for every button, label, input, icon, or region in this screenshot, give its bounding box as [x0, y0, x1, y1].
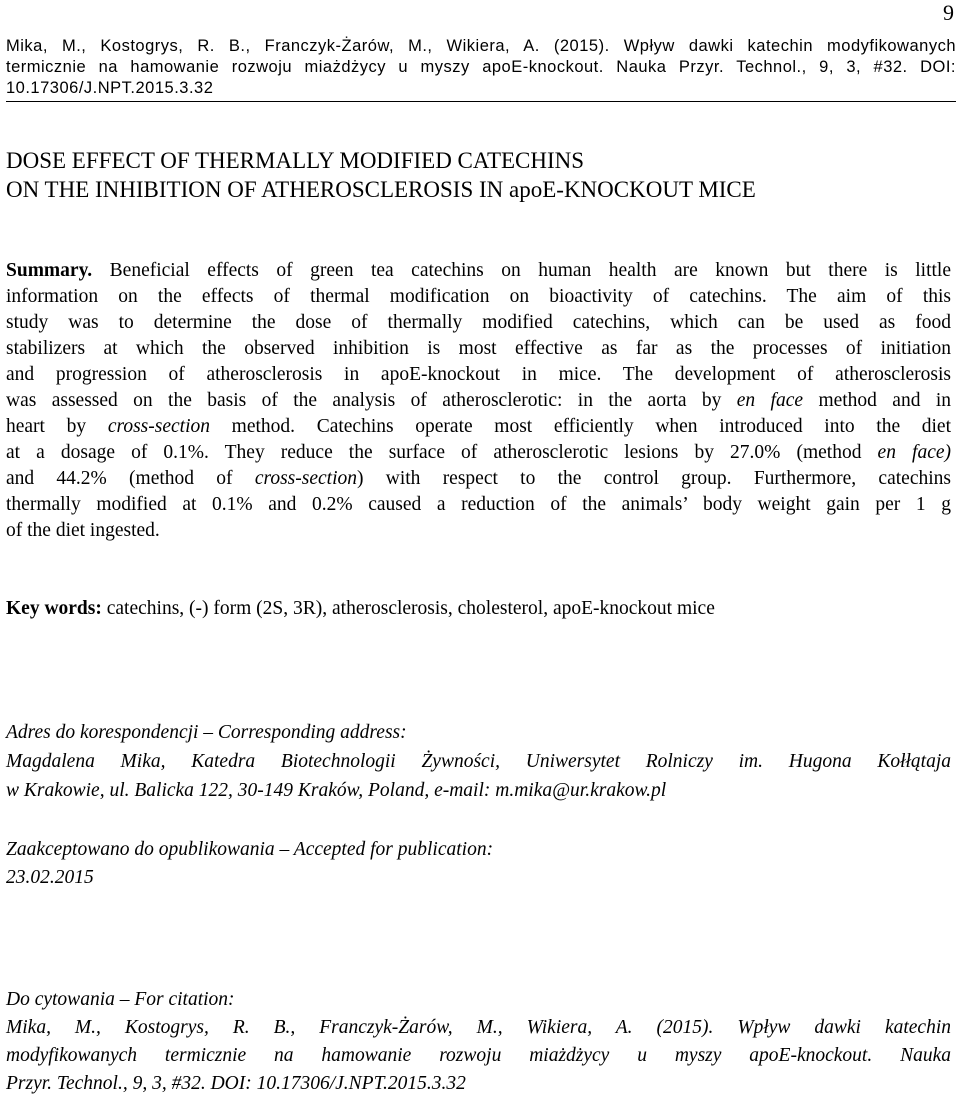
running-head-line-1: Mika, M., Kostogrys, R. B., Franczyk-Żarów, M., Wikiera, A. (2015). Wpływ dawki katechin modyfikowanych [6, 37, 956, 55]
summary-text-6a: was assessed on the basis of the analysis of atherosclerotic: in the aorta by [6, 390, 722, 411]
summary-line-11: of the diet ingested. [6, 520, 160, 541]
article-title [6, 146, 956, 204]
accepted-block [6, 836, 951, 892]
summary-text-1: Beneficial effects of green tea catechins on human health are known but there is little [109, 260, 952, 281]
title-line-1: DOSE EFFECT OF THERMALLY MODIFIED CATECHINS [6, 148, 585, 173]
accepted-date: 23.02.2015 [6, 867, 94, 888]
keywords [6, 596, 951, 622]
running-head-line-2: termicznie na hamowanie rozwoju miażdżycy u myszy apoE-knockout. Nauka Przyr. Technol., 9, 3, #32. DOI: [6, 58, 956, 76]
summary-italic-8: en face) [877, 442, 951, 463]
summary-label: Summary. [6, 260, 93, 281]
correspondence-block [6, 718, 951, 805]
summary-line-2: information on the effects of thermal modification on bioactivity of catechins. The aim of this [6, 286, 951, 307]
summary-line-9 [6, 466, 951, 492]
summary-text-7b: method. Catechins operate most efficiently when introduced into the diet [231, 416, 952, 437]
running-head-line-3: 10.17306/J.NPT.2015.3.32 [6, 79, 214, 97]
summary-text-8: at a dosage of 0.1%. They reduce the surface of atherosclerotic lesions by 27.0% (method [6, 442, 862, 463]
page-number: 9 [943, 0, 954, 25]
summary-text-6b: method and in [818, 390, 952, 411]
running-head-citation [6, 36, 956, 102]
summary-line-4: stabilizers at which the observed inhibition is most effective as far as the processes of initiation [6, 338, 951, 359]
correspondence-line-2: w Krakowie, ul. Balicka 122, 30-149 Kraków, Poland, e-mail: m.mika@ur.krakow.pl [6, 780, 667, 801]
summary-text-9b: ) with respect to the control group. Furthermore, catechins [357, 468, 951, 489]
summary-paragraph [6, 258, 951, 544]
keywords-text: catechins, (-) form (2S, 3R), atherosclerosis, cholesterol, apoE-knockout mice [106, 598, 715, 619]
citation-heading: Do cytowania – For citation: [6, 989, 235, 1010]
citation-line-1: Mika, M., Kostogrys, R. B., Franczyk-Żarów, M., Wikiera, A. (2015). Wpływ dawki katechin [6, 1017, 951, 1038]
title-line-2: ON THE INHIBITION OF ATHEROSCLEROSIS IN apoE-KNOCKOUT MICE [6, 177, 756, 202]
correspondence-heading: Adres do korespondencji – Corresponding address: [6, 722, 407, 743]
summary-line-5: and progression of atherosclerosis in apoE-knockout in mice. The development of atherosclerosis [6, 364, 951, 385]
summary-italic-6: en face [736, 390, 804, 411]
citation-block [6, 986, 951, 1098]
summary-line-7 [6, 414, 951, 440]
summary-italic-9: cross-section [254, 468, 357, 489]
summary-text-9a: and 44.2% (method of [6, 468, 233, 489]
summary-line-8 [6, 440, 951, 466]
summary-line-3: study was to determine the dose of thermally modified catechins, which can be used as food [6, 312, 951, 333]
citation-line-3: Przyr. Technol., 9, 3, #32. DOI: 10.17306/J.NPT.2015.3.32 [6, 1073, 466, 1094]
accepted-heading: Zaakceptowano do opublikowania – Accepted for publication: [6, 839, 494, 860]
summary-text-7a: heart by [6, 416, 87, 437]
citation-line-2: modyfikowanych termicznie na hamowanie rozwoju miażdżycy u myszy apoE-knockout. Nauka [6, 1045, 951, 1066]
keywords-label: Key words: [6, 598, 102, 619]
summary-line-1 [6, 258, 951, 284]
summary-line-10: thermally modified at 0.1% and 0.2% caused a reduction of the animals’ body weight gain per 1 g [6, 494, 951, 515]
summary-line-6 [6, 388, 951, 414]
summary-italic-7: cross-section [107, 416, 210, 437]
correspondence-line-1: Magdalena Mika, Katedra Biotechnologii Żywności, Uniwersytet Rolniczy im. Hugona Kołłątaja [6, 751, 951, 772]
